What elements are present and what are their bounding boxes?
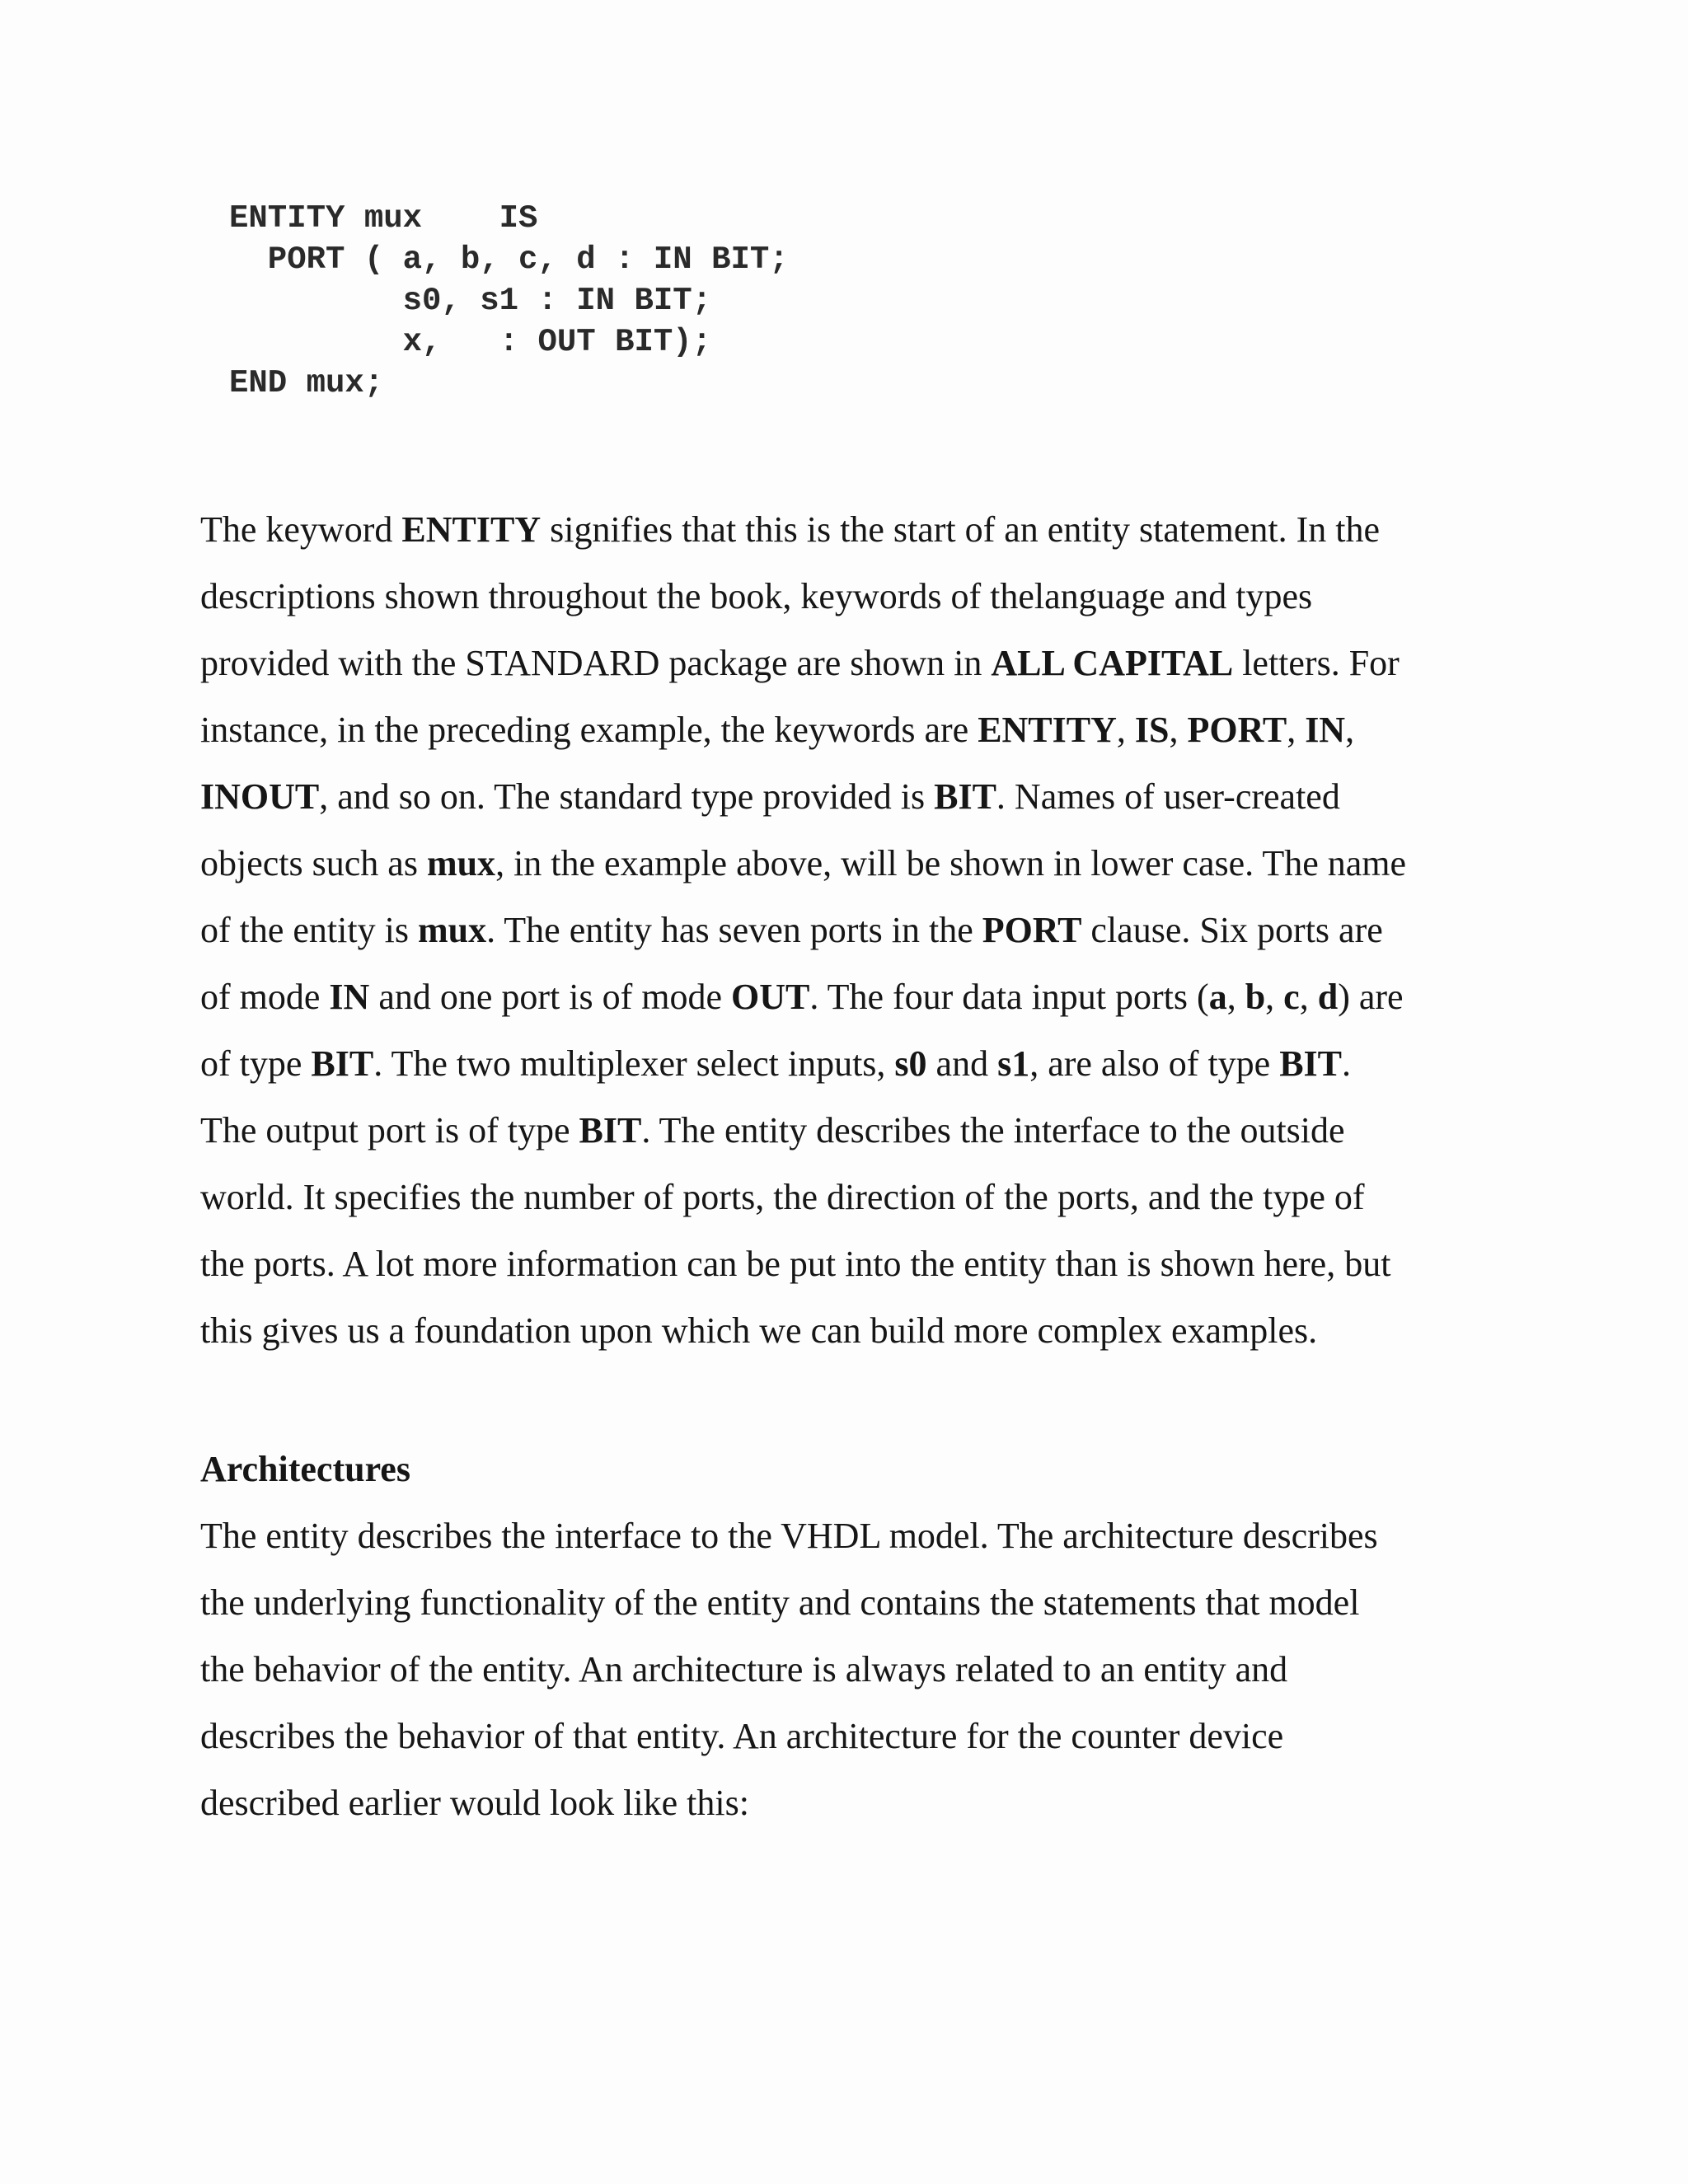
paragraph-line: describes the behavior of that entity. An architecture for the counter device (200, 1716, 1284, 1756)
section-heading: Architectures (200, 1449, 410, 1489)
paragraph-line: the underlying functionality of the entity and contains the statements that model (200, 1582, 1360, 1623)
code-line: ENTITY mux IS (229, 200, 538, 237)
text-run: The output port is of type (200, 1110, 579, 1151)
text-run: ) are (1338, 977, 1404, 1017)
keyword-text: a (1208, 977, 1227, 1017)
vhdl-entity-code-snippet (229, 198, 789, 404)
keyword-text: mux (417, 910, 487, 950)
paragraph-line (200, 1239, 1519, 1305)
keyword-text: PORT (1187, 710, 1287, 750)
text-run: provided with the STANDARD package are shown in (200, 643, 992, 683)
text-run: , (1169, 710, 1188, 750)
text-run: , (1299, 977, 1318, 1017)
paragraph-line (200, 1105, 1519, 1172)
paragraph-line (200, 571, 1519, 638)
keyword-text: OUT (731, 977, 810, 1017)
keyword-text: s1 (997, 1043, 1030, 1084)
paragraph-line (200, 504, 1519, 571)
text-run: of type (200, 1043, 312, 1084)
paragraph-line (200, 905, 1519, 972)
text-run: . The four data input ports ( (809, 977, 1209, 1017)
text-run: , (1345, 710, 1355, 750)
paragraph-line (200, 705, 1519, 771)
paragraph-line (200, 1038, 1519, 1105)
text-run: and (926, 1043, 998, 1084)
paragraph-line (200, 838, 1519, 905)
keyword-text: mux (426, 843, 496, 883)
paragraph-line (200, 1172, 1519, 1239)
text-run: , (1226, 977, 1245, 1017)
text-run: the ports. A lot more information can be put into the entity than is shown here, but (200, 1244, 1391, 1284)
text-run: . Names of user-created (996, 776, 1340, 817)
text-run: , (1116, 710, 1135, 750)
text-run: clause. Six ports are (1081, 910, 1383, 950)
text-run: objects such as (200, 843, 427, 883)
keyword-text: BIT (311, 1043, 374, 1084)
text-run: instance, in the preceding example, the keywords are (200, 710, 978, 750)
text-run: world. It specifies the number of ports, the direction of the ports, and the type of (200, 1177, 1365, 1217)
paragraph-line: described earlier would look like this: (200, 1783, 749, 1823)
keyword-text: b (1245, 977, 1266, 1017)
paragraph-line (200, 771, 1519, 838)
text-run: The keyword (200, 509, 402, 550)
entity-explanation-paragraph (200, 504, 1519, 1372)
keyword-text: d (1317, 977, 1339, 1017)
keyword-text: IN (329, 977, 370, 1017)
text-run: this gives us a foundation upon which we can build more complex examples. (200, 1310, 1318, 1351)
paragraph-line (200, 1305, 1519, 1372)
text-run: , and so on. The standard type provided is (319, 776, 935, 817)
paragraph-line (200, 972, 1519, 1038)
text-run: . The entity has seven ports in the (486, 910, 982, 950)
keyword-text: BIT (1279, 1043, 1343, 1084)
text-run: . The entity describes the interface to the outside (641, 1110, 1345, 1151)
keyword-text: PORT (982, 910, 1082, 950)
text-run: and one port is of mode (369, 977, 732, 1017)
keyword-text: ENTITY (401, 509, 542, 550)
text-run: . (1342, 1043, 1352, 1084)
text-run: of mode (200, 977, 330, 1017)
keyword-text: c (1283, 977, 1300, 1017)
paragraph-line: the behavior of the entity. An architecture is always related to an entity and (200, 1649, 1288, 1690)
paragraph-line (200, 638, 1519, 705)
text-run: letters. For (1233, 643, 1400, 683)
paragraph-line: The entity describes the interface to the VHDL model. The architecture describes (200, 1516, 1378, 1556)
text-run: descriptions shown throughout the book, keywords of thelanguage and types (200, 576, 1313, 616)
keyword-text: ALL CAPITAL (991, 643, 1234, 683)
code-line: PORT ( a, b, c, d : IN BIT; (229, 241, 789, 278)
text-run: , in the example above, will be shown in lower case. The name (495, 843, 1407, 883)
code-line: END mux; (229, 365, 384, 401)
code-line: s0, s1 : IN BIT; (229, 283, 712, 319)
keyword-text: IN (1305, 710, 1346, 750)
keyword-text: ENTITY (978, 710, 1117, 750)
text-run: of the entity is (200, 910, 418, 950)
keyword-text: BIT (579, 1110, 642, 1151)
keyword-text: s0 (894, 1043, 927, 1084)
text-run: , (1287, 710, 1306, 750)
text-run: signifies that this is the start of an entity statement. In the (541, 509, 1381, 550)
keyword-text: INOUT (200, 776, 320, 817)
code-line: x, : OUT BIT); (229, 324, 712, 360)
keyword-text: BIT (934, 776, 996, 817)
keyword-text: IS (1134, 710, 1170, 750)
text-run: , are also of type (1029, 1043, 1280, 1084)
architectures-section (200, 1444, 1519, 1844)
text-run: , (1265, 977, 1284, 1017)
text-run: . The two multiplexer select inputs, (373, 1043, 895, 1084)
